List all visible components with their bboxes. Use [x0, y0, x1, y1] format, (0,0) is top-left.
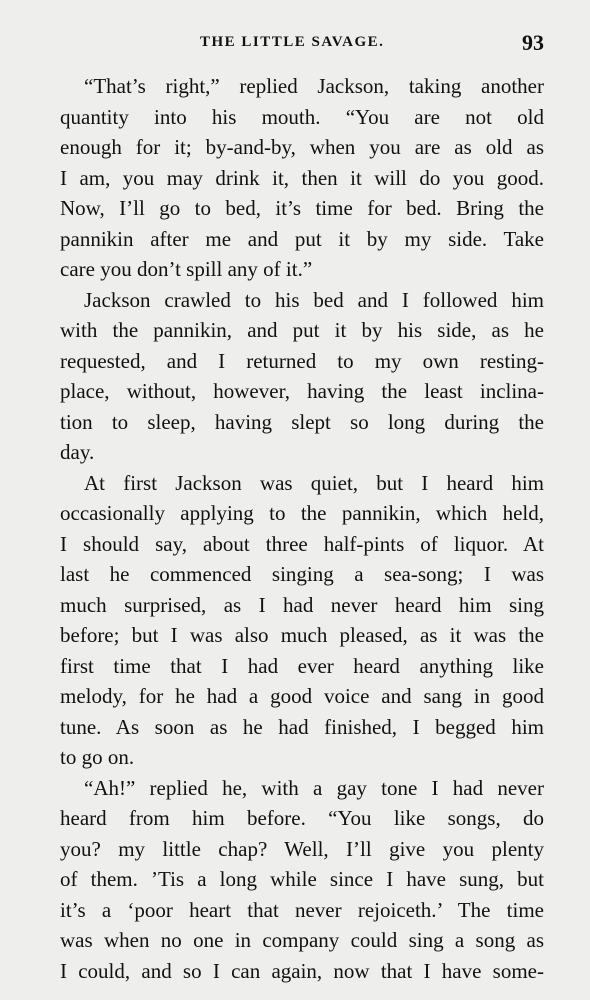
page-header	[60, 30, 544, 60]
text-line: tune. As soon as he had finished, I begged him	[60, 714, 544, 739]
text-line: requested, and I returned to my own resting-	[60, 348, 544, 373]
text-line: day.	[60, 440, 95, 464]
text-line: last he commenced singing a sea-song; I was	[60, 562, 544, 586]
running-title: THE LITTLE SAVAGE.	[200, 34, 385, 50]
text-line: first time that I had ever heard anything like	[60, 653, 544, 678]
text-line: before; but I was also much pleased, as it was the	[60, 623, 544, 647]
text-line: I am, you may drink it, then it will do you good.	[60, 165, 544, 190]
text-line: Now, I’ll go to bed, it’s time for bed. Bring the	[60, 196, 544, 220]
body-text	[60, 71, 544, 986]
text-line: heard from him before. “You like songs, do	[60, 806, 544, 830]
page-number: 93	[522, 30, 544, 55]
text-line: occasionally applying to the pannikin, which held,	[60, 501, 544, 525]
text-line: with the pannikin, and put it by his side, as he	[60, 318, 544, 342]
text-line: was when no one in company could sing a song as	[60, 928, 544, 952]
text-line: of them. ’Tis a long while since I have sung, but	[60, 867, 544, 891]
text-line: melody, for he had a good voice and sang in good	[60, 684, 544, 708]
text-line: “Ah!” replied he, with a gay tone I had never	[84, 775, 544, 800]
text-line: care you don’t spill any of it.”	[60, 257, 313, 281]
text-line: pannikin after me and put it by my side. Take	[60, 226, 544, 251]
text-line: Jackson crawled to his bed and I followed him	[84, 287, 544, 312]
text-line: I could, and so I can again, now that I have some-	[60, 958, 544, 983]
text-line: At first Jackson was quiet, but I heard him	[84, 470, 544, 495]
text-line: I should say, about three half-pints of liquor. At	[60, 531, 544, 556]
text-line: you? my little chap? Well, I’ll give you plenty	[60, 836, 544, 861]
text-line: place, without, however, having the least inclina-	[60, 379, 544, 403]
text-line: much surprised, as I had never heard him sing	[60, 592, 544, 617]
text-line: it’s a ‘poor heart that never rejoiceth.’ The time	[60, 897, 544, 922]
text-line: “That’s right,” replied Jackson, taking another	[84, 74, 544, 98]
text-line: enough for it; by-and-by, when you are as old as	[60, 135, 544, 159]
text-line: tion to sleep, having slept so long during the	[60, 409, 544, 434]
text-line: quantity into his mouth. “You are not old	[60, 104, 544, 129]
text-line: to go on.	[60, 745, 135, 769]
